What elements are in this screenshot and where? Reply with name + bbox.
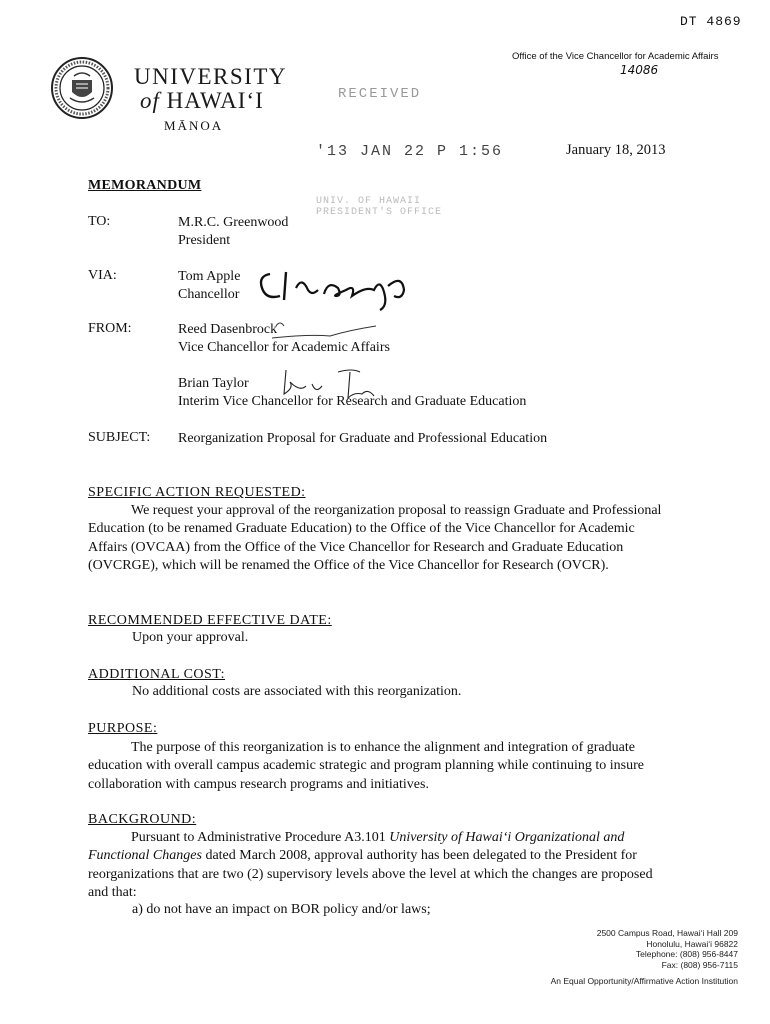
background-procedure-title: University of Hawai‘i Organizational and Functional Changes [88, 830, 625, 864]
handwritten-number: 14086 [620, 63, 659, 77]
via-block [178, 268, 240, 304]
memo-date: January 18, 2013 [566, 142, 666, 158]
university-name: UNIVERSITY [134, 64, 287, 89]
logo-hawaii: HAWAI‘I [166, 88, 264, 113]
background-item-a: a) do not have an impact on BOR policy and/or laws; [132, 902, 431, 917]
to-name: M.R.C. Greenwood [178, 215, 289, 230]
subject-text: Reorganization Proposal for Graduate and Professional Education [178, 431, 548, 446]
vc-research-signature [278, 364, 388, 414]
from-title-1: Vice Chancellor for Academic Affairs [178, 340, 390, 355]
effective-text: Upon your approval. [132, 630, 249, 645]
from-title-2: Interim Vice Chancellor for Research and Graduate Education [178, 394, 527, 409]
via-label: VIA: [88, 268, 117, 283]
to-label: TO: [88, 214, 111, 229]
university-subname [140, 88, 264, 114]
via-name: Tom Apple [178, 269, 241, 284]
action-text: We request your approval of the reorganization proposal to reassign Graduate and Professional Education (to be renamed Graduate Education) to the Office of the Vice Chancellor for Academic Affairs (OVCAA) from the Office of the Vice Chancellor for Research and Graduate Education (OVCRGE), which will be renamed the Office of the Vice Chancellor for Research (OVCR). [88, 503, 662, 573]
footer-street: 2500 Campus Road, Hawai‘i Hall 209 [596, 928, 738, 938]
received-stamp: RECEIVED [338, 86, 422, 102]
footer-city: Honolulu, Hawai‘i 96822 [646, 938, 738, 949]
logo-of: of [140, 88, 160, 113]
background-post: dated March 2008, approval authority has been delegated to the President for reorganizations that are two (2) supervisory levels above the level at which the changes are proposed and that: [88, 848, 653, 900]
vc-academic-signature [270, 316, 380, 346]
to-block [178, 214, 288, 250]
footer-phone: Telephone: (808) 956-8447 [635, 949, 738, 960]
office-stamp-line1: UNIV. OF HAWAII [316, 196, 422, 207]
purpose-heading: PURPOSE: [88, 721, 158, 736]
to-title: President [178, 233, 231, 248]
via-title: Chancellor [178, 287, 240, 302]
office-stamp [316, 196, 442, 218]
cost-heading: ADDITIONAL COST: [88, 667, 226, 682]
university-seal-icon [50, 56, 114, 120]
purpose-text: The purpose of this reorganization is to enhance the alignment and integration of graduate education with overall campus academic strategic and program planning while continuing to insure collaboration with campus research programs and initiatives. [88, 740, 644, 792]
memo-title: MEMORANDUM [88, 178, 202, 193]
background-pre: Pursuant to Administrative Procedure A3.101 [131, 830, 390, 845]
office-stamp-line2: PRESIDENT'S OFFICE [316, 207, 443, 218]
from-name-2: Brian Taylor [178, 376, 249, 391]
from-label: FROM: [88, 321, 132, 336]
footer-address [520, 928, 738, 987]
footer-eo: An Equal Opportunity/Affirmative Action Institution [550, 976, 738, 987]
document-id: DT 4869 [680, 14, 742, 29]
office-header: Office of the Vice Chancellor for Academic Affairs [512, 51, 719, 62]
background-heading: BACKGROUND: [88, 812, 197, 827]
chancellor-signature [256, 266, 426, 312]
background-text [88, 829, 673, 902]
action-heading: SPECIFIC ACTION REQUESTED: [88, 485, 306, 500]
effective-heading: RECOMMENDED EFFECTIVE DATE: [88, 613, 332, 628]
date-stamp: '13 JAN 22 P 1:56 [316, 143, 504, 160]
footer-fax: Fax: (808) 956-7115 [661, 959, 738, 970]
cost-text: No additional costs are associated with this reorganization. [132, 684, 462, 699]
from-name-1: Reed Dasenbrock [178, 322, 278, 337]
subject-label: SUBJECT: [88, 430, 151, 445]
campus-name: MĀNOA [164, 118, 224, 133]
